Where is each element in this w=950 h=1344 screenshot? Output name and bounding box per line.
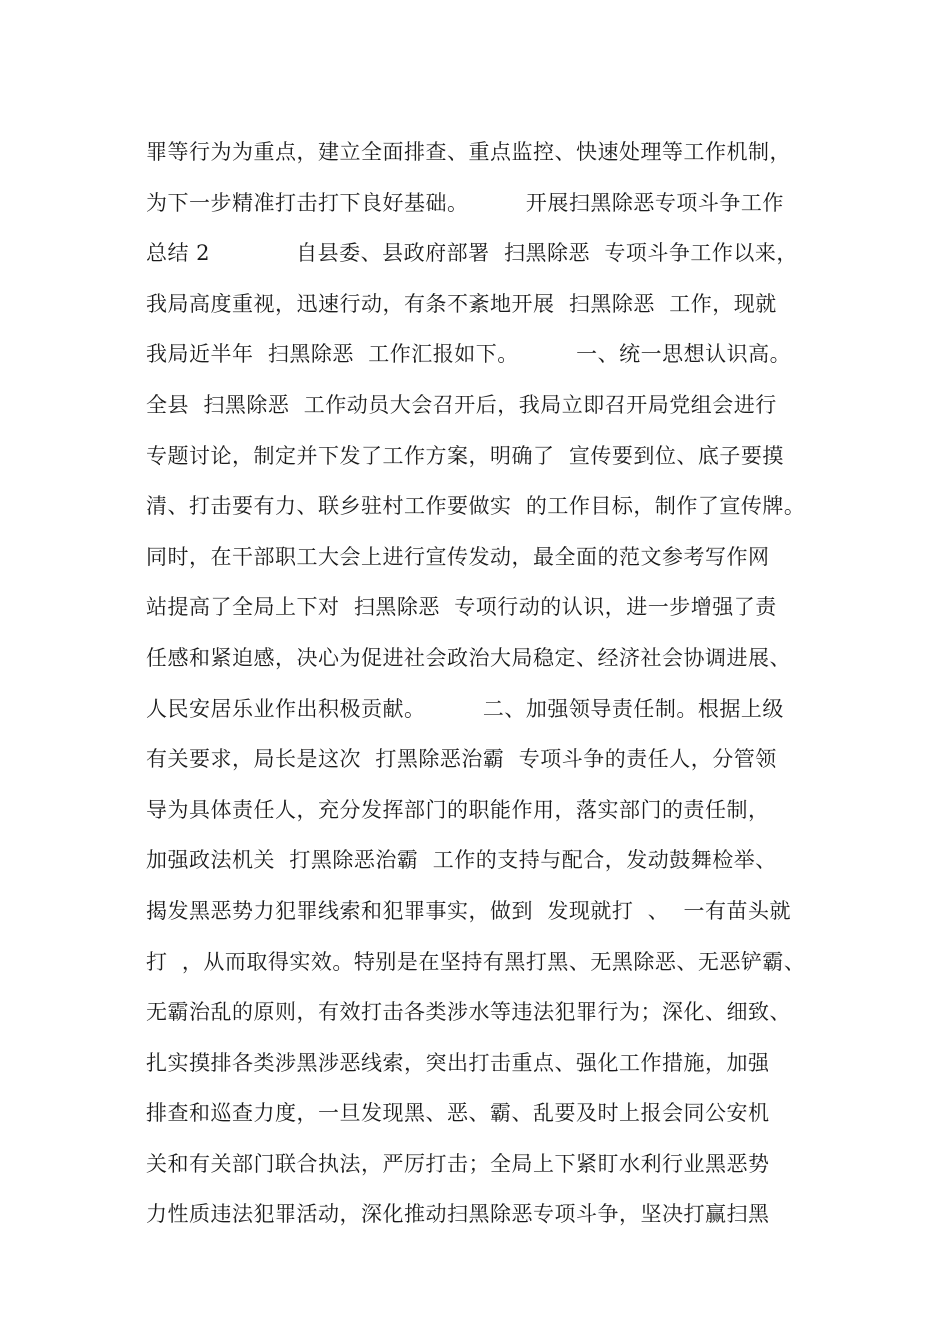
text-line: 站提高了全局上下对 扫黑除恶 专项行动的认识，进一步增强了责 bbox=[146, 595, 777, 620]
text-line: 人民安居乐业作出积极贡献。 二、加强领导责任制。根据上级 bbox=[146, 696, 784, 721]
text-line: 扎实摸排各类涉黑涉恶线索，突出打击重点、强化工作措施，加强 bbox=[146, 1050, 770, 1075]
text-line: 我局近半年 扫黑除恶 工作汇报如下。 一、统一思想认识高。 bbox=[146, 342, 792, 367]
text-line: 加强政法机关 打黑除恶治霸 工作的支持与配合，发动鼓舞检举、 bbox=[146, 848, 777, 873]
text-line: 罪等行为为重点，建立全面排查、重点监控、快速处理等工作机制， bbox=[146, 140, 791, 164]
text-line: 专题讨论，制定并下发了工作方案，明确了 宣传要到位、底子要摸 bbox=[146, 443, 784, 468]
text-line: 有关要求，局长是这次 打黑除恶治霸 专项斗争的责任人，分管领 bbox=[146, 747, 777, 772]
text-line: 排查和巡查力度，一旦发现黑、恶、霸、乱要及时上报会同公安机 bbox=[146, 1101, 770, 1126]
text-line: 同时，在干部职工大会上进行宣传发动，最全面的范文参考写作网 bbox=[146, 544, 770, 569]
body-text bbox=[146, 127, 836, 1240]
text-line: 力性质违法犯罪活动，深化推动扫黑除恶专项斗争，坚决打赢扫黑 bbox=[146, 1202, 770, 1227]
text-line: 为下一步精准打击打下良好基础。 开展扫黑除恶专项斗争工作 bbox=[146, 190, 784, 215]
text-line: 总结 2 自县委、县政府部署 扫黑除恶 专项斗争工作以来， bbox=[146, 241, 798, 266]
text-line: 清、打击要有力、联乡驻村工作要做实 的工作目标，制作了宣传牌。 bbox=[146, 494, 806, 519]
text-line: 我局高度重视，迅速行动，有条不紊地开展 扫黑除恶 工作，现就 bbox=[146, 291, 777, 316]
text-line: 任感和紧迫感，决心为促进社会政治大局稳定、经济社会协调进展、 bbox=[146, 645, 791, 670]
text-line: 打 ，从而取得实效。特别是在坚持有黑打黑、无黑除恶、无恶铲霸、 bbox=[146, 949, 806, 974]
text-line: 揭发黑恶势力犯罪线索和犯罪事实，做到 发现就打 、 一有苗头就 bbox=[146, 898, 792, 923]
text-line: 关和有关部门联合执法，严厉打击；全局上下紧盯水利行业黑恶势 bbox=[146, 1151, 770, 1176]
text-line: 导为具体责任人，充分发挥部门的职能作用，落实部门的责任制， bbox=[146, 797, 770, 822]
text-line: 无霸治乱的原则，有效打击各类涉水等违法犯罪行为；深化、细致、 bbox=[146, 1000, 791, 1025]
text-line: 全县 扫黑除恶 工作动员大会召开后，我局立即召开局党组会进行 bbox=[146, 392, 777, 417]
